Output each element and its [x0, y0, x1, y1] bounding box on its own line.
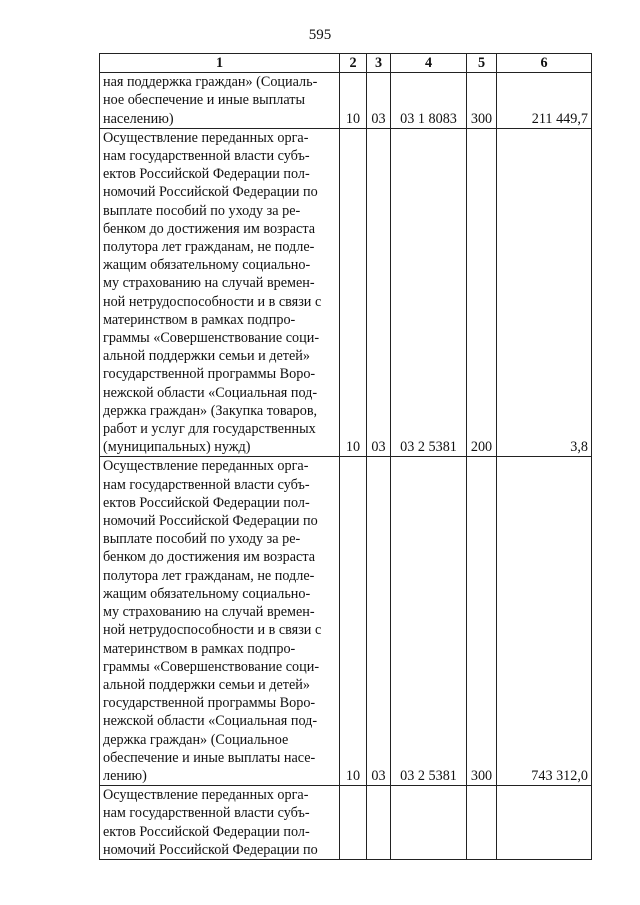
description-line: Осуществление переданных орга- — [103, 458, 309, 475]
description-line: ектов Российской Федерации пол- — [103, 494, 310, 511]
column-header-4: 4 — [391, 54, 467, 73]
description-line: нежской области «Социальная под- — [103, 713, 318, 730]
description-line: (муниципальных) нужд) — [103, 439, 251, 456]
description-line: ная поддержка граждан» (Социаль- — [103, 74, 318, 91]
table-row — [100, 73, 592, 129]
description-line: ектов Российской Федерации пол- — [103, 823, 310, 840]
column-header-6: 6 — [497, 54, 592, 73]
description-line: нам государственной власти субъ- — [103, 476, 310, 493]
description-line: жащим обязательному социально- — [103, 585, 311, 602]
row-description — [100, 457, 340, 786]
amount-value — [497, 786, 592, 860]
subsection-code — [367, 786, 391, 860]
section-code: 10 — [340, 73, 367, 129]
budget-table — [99, 53, 592, 860]
subsection-code: 03 — [367, 457, 391, 786]
description-line: нам государственной власти субъ- — [103, 805, 310, 822]
description-line: государственной программы Воро- — [103, 695, 316, 712]
description-line: нам государственной власти субъ- — [103, 148, 310, 165]
row-description — [100, 786, 340, 860]
description-line: номочий Российской Федерации по — [103, 841, 318, 858]
description-line: материнством в рамках подпро- — [103, 311, 296, 328]
description-line: Осуществление переданных орга- — [103, 787, 309, 804]
subsection-code: 03 — [367, 73, 391, 129]
target-article-code — [391, 786, 467, 860]
description-line: работ и услуг для государственных — [103, 421, 316, 438]
description-line: альной поддержки семьи и детей» — [103, 676, 310, 693]
table-row — [100, 457, 592, 786]
column-header-5: 5 — [467, 54, 497, 73]
description-line: держка граждан» (Социальное — [103, 731, 289, 748]
description-line: му страхованию на случай времен- — [103, 275, 315, 292]
description-line: лению) — [103, 767, 147, 784]
expense-type-code: 300 — [467, 457, 497, 786]
column-header-3: 3 — [367, 54, 391, 73]
description-line: полутора лет гражданам, не подле- — [103, 239, 315, 256]
target-article-code: 03 2 5381 — [391, 128, 467, 457]
row-description — [100, 73, 340, 129]
row-description — [100, 128, 340, 457]
amount-value: 211 449,7 — [497, 73, 592, 129]
description-line: номочий Российской Федерации по — [103, 184, 318, 201]
amount-value: 3,8 — [497, 128, 592, 457]
description-line: выплате пособий по уходу за ре- — [103, 202, 301, 219]
subsection-code: 03 — [367, 128, 391, 457]
table-row — [100, 786, 592, 860]
description-line: номочий Российской Федерации по — [103, 513, 318, 530]
description-line: Осуществление переданных орга- — [103, 129, 309, 146]
description-line: му страхованию на случай времен- — [103, 604, 315, 621]
expense-type-code: 300 — [467, 73, 497, 129]
page-number: 595 — [308, 27, 332, 43]
table-header — [100, 54, 592, 73]
description-line: бенком до достижения им возраста — [103, 220, 316, 237]
expense-type-code: 200 — [467, 128, 497, 457]
description-line: альной поддержки семьи и детей» — [103, 348, 310, 365]
expense-type-code — [467, 786, 497, 860]
description-line: полутора лет гражданам, не подле- — [103, 567, 315, 584]
header-row — [100, 54, 592, 73]
description-line: ное обеспечение и иные выплаты — [103, 92, 306, 109]
section-code — [340, 786, 367, 860]
amount-value: 743 312,0 — [497, 457, 592, 786]
table-body — [100, 73, 592, 860]
section-code: 10 — [340, 457, 367, 786]
description-line: граммы «Совершенствование соци- — [103, 658, 320, 675]
description-line: ектов Российской Федерации пол- — [103, 166, 310, 183]
description-line: обеспечение и иные выплаты насе- — [103, 749, 316, 766]
description-line: государственной программы Воро- — [103, 366, 316, 383]
column-header-2: 2 — [340, 54, 367, 73]
description-line: ной нетрудоспособности и в связи с — [103, 622, 322, 639]
section-code: 10 — [340, 128, 367, 457]
target-article-code: 03 1 8083 — [391, 73, 467, 129]
description-line: выплате пособий по уходу за ре- — [103, 531, 301, 548]
description-line: граммы «Совершенствование соци- — [103, 330, 320, 347]
description-line: материнством в рамках подпро- — [103, 640, 296, 657]
description-line: нежской области «Социальная под- — [103, 384, 318, 401]
description-line: жащим обязательному социально- — [103, 257, 311, 274]
description-line: держка граждан» (Закупка товаров, — [103, 402, 318, 419]
column-header-1: 1 — [100, 54, 340, 73]
description-line: бенком до достижения им возраста — [103, 549, 316, 566]
description-line: ной нетрудоспособности и в связи с — [103, 293, 322, 310]
table-row — [100, 128, 592, 457]
target-article-code: 03 2 5381 — [391, 457, 467, 786]
description-line: населению) — [103, 110, 174, 127]
